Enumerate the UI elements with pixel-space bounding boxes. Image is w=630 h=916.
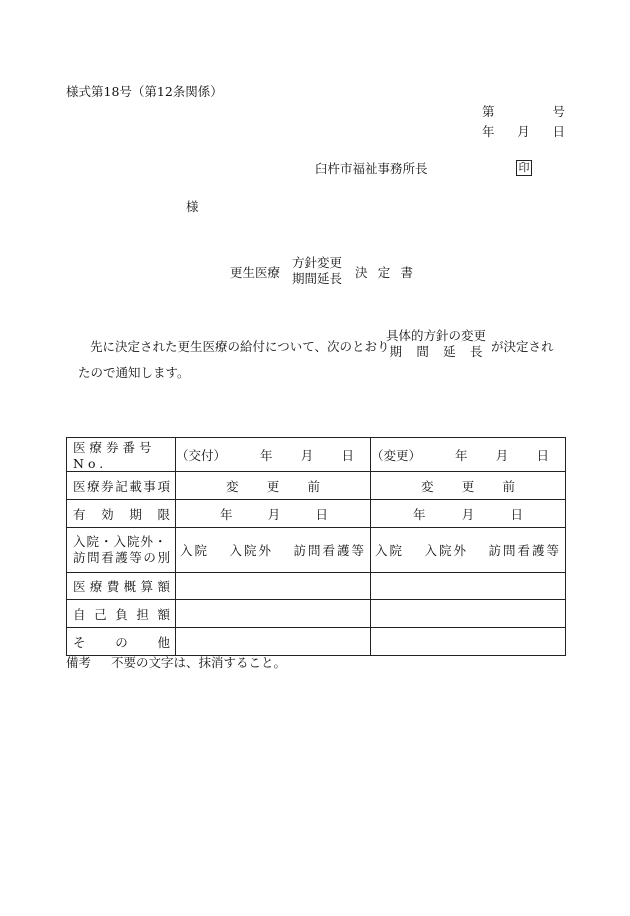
- cell-care-type-left: [176, 528, 371, 573]
- details-table: [66, 437, 566, 656]
- title-option-extension: 期間延長: [292, 271, 343, 286]
- document-number: [482, 102, 565, 120]
- body-line1-after: が決定され: [491, 339, 554, 354]
- label-other: そ の 他: [67, 628, 176, 656]
- label-medical-ticket-no: 医療券番号No.: [67, 438, 176, 472]
- cell-validity-right: 年 月 日: [371, 500, 566, 528]
- cell-self-pay-right: [371, 600, 566, 628]
- date-year: 年: [482, 124, 495, 139]
- label-medical-cost-estimate: 医 療 費 概 算 額: [67, 573, 176, 600]
- remarks: [66, 653, 286, 671]
- cell-before-change-left: 変 更 前: [176, 472, 371, 500]
- seal-mark: 印: [516, 160, 532, 176]
- document-date: [482, 122, 565, 140]
- option-home-nursing: 訪問看護等: [293, 543, 366, 558]
- option-inpatient: 入院: [375, 543, 405, 558]
- change-tag: （変更）: [371, 447, 422, 463]
- option-home-nursing: 訪問看護等: [488, 543, 561, 558]
- title-char: 決: [355, 265, 368, 280]
- cell-cost-left: [176, 573, 371, 600]
- number-suffix: 号: [552, 104, 565, 119]
- option-outpatient: 入院外: [229, 543, 273, 558]
- label-validity-period: 有 効 期 限: [67, 500, 176, 528]
- label-ticket-entries: 医 療 券 記 載 事 項: [67, 472, 176, 500]
- cell-other-right: [371, 628, 566, 656]
- option-outpatient: 入院外: [424, 543, 468, 558]
- label-self-pay: 自 己 負 担 額: [67, 600, 176, 628]
- cell-change-date: （変更） 年 月 日: [371, 438, 566, 472]
- cell-before-change-right: 変 更 前: [371, 472, 566, 500]
- title-options: [292, 255, 342, 287]
- cell-validity-left: 年 月 日: [176, 500, 371, 528]
- date-month: 月: [517, 124, 530, 139]
- date-day: 日: [552, 124, 565, 139]
- cell-self-pay-left: [176, 600, 371, 628]
- option-inpatient: 入院: [180, 543, 210, 558]
- table-row-medical-ticket-no: [67, 438, 566, 472]
- title-suffix: [355, 263, 413, 281]
- body-option-policy-change: 具体的方針の変更: [386, 328, 487, 343]
- body-line2: たので通知します。: [78, 365, 190, 380]
- cell-cost-right: [371, 573, 566, 600]
- body-option-extension: 期 間 延 長: [389, 344, 483, 359]
- title-option-policy-change: 方針変更: [292, 255, 343, 270]
- table-row-other: [67, 628, 566, 656]
- remarks-text: 不要の文字は、抹消すること。: [110, 655, 286, 670]
- table-row-self-pay: [67, 600, 566, 628]
- table-row-medical-cost-estimate: [67, 573, 566, 600]
- table-row-care-type: [67, 528, 566, 573]
- title-char: 定: [377, 265, 391, 280]
- form-id: 様式第18号（第12条関係）: [66, 84, 223, 99]
- number-prefix: 第: [482, 104, 495, 119]
- remarks-head: 備考: [66, 655, 92, 670]
- table-row-validity-period: [67, 500, 566, 528]
- cell-care-type-right: [371, 528, 566, 573]
- table-row-ticket-entries: [67, 472, 566, 500]
- cell-other-left: [176, 628, 371, 656]
- body-options: [386, 328, 486, 360]
- title-char: 書: [400, 265, 413, 280]
- issuer-name: 臼杵市福祉事務所長: [315, 161, 428, 176]
- issue-tag: （交付）: [176, 447, 227, 463]
- label-care-type: 入院・入院外・ 訪 問 看 護 等 の 別: [67, 528, 176, 573]
- title-prefix: 更生医療: [230, 265, 281, 280]
- recipient-honorific: 様: [186, 199, 199, 214]
- cell-issue-date: （交付） 年 月 日: [176, 438, 371, 472]
- body-line1-before: 先に決定された更生医療の給付について、次のとおり: [90, 339, 390, 354]
